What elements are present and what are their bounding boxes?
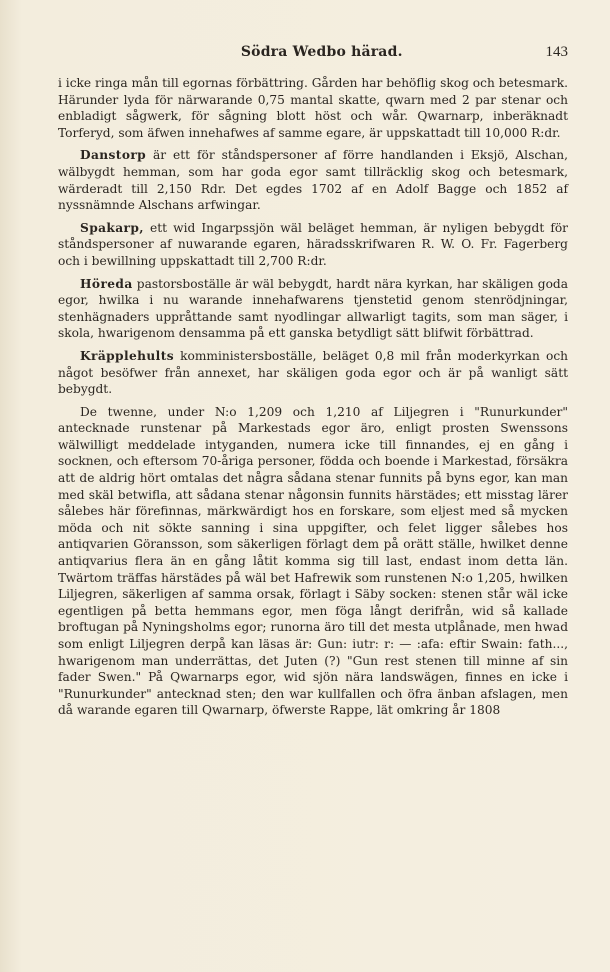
page-header [58,44,568,61]
page-number: 143 [545,44,568,60]
paragraph [58,276,568,342]
paragraph-text: De twenne, under N:o 1,209 och 1,210 af Liljegren i "Runurkunder" antecknade runstenar på Markestads egor äro, enligt prosten Swenssons wälwilligt meddelade intyganden, numera icke till finnandes, ej en gång i socknen, och eftersom 70-åriga personer, födda och boende i Markestad, försäkra att de aldrig hört omtalas det några sådana stenar funnits på byns egor, kan man med skäl betwifla, att sådana stenar någonsin funnits härstädes; ett misstag lärer sålebes här föreﬁnnas, märkwärdigt hos en forskare, som eljest med så mycken möda och nit sökte sanning i sina uppgifter, och felet ligger sålebes hos antiqvarien Göransson, som säkerligen förlagt dem på orätt ställe, hwilket denne antiqvarius flera än en gång låtit komma sig till last, endast inom detta län. Twärtom träffas härstädes på wäl bet Hafrewik som runstenen N:o 1,205, hwilken Liljegren, säkerligen af samma orsak, förlagt i Säby socken: stenen står wäl icke egentligen på betta hemmans egor, men föga långt derifrån, wid så kallade broftugan på Nyningsholms egor; runorna äro till det mesta utplånade, men hwad som enligt Liljegren derpå kan läsas är: Gun: iutr: r: — :afa: eftir Swain: fath..., hwarigenom man underrättas, det Juten (?) "Gun rest stenen till minne af sin fader Swen." På Qwarnarps egor, wid sjön nära landswägen, finnes en icke i "Runurkunder" antecknad sten; den war kullfallen och öfra änban afslagen, men då warande egaren till Qwarnarp, öfwerste Rappe, lät omkring år 1808 [58,404,568,718]
paragraph [58,348,568,398]
place-name: Spakarp, [80,220,144,235]
paragraph [58,404,568,719]
paragraph-text: pastorsboställe är wäl bebygdt, hardt nära kyrkan, har skäligen goda egor, hwilka i nu warande innehafwarens tjenstetid genom stenrödjningar, stenhägnaders uppråttande samt nyodlingar allwarligt tagits, som man säger, i skola, hwarigenom densamma på ett ganska betydligt sätt blifwit förbättrad. [58,276,568,341]
place-name: Danstorp [80,148,147,163]
paragraph-text: är ett för ståndspersoner af förre handlanden i Eksjö, Alschan, wälbygdt hemman, som har goda egor samt tillräcklig skog och betesmark, wärderadt till 2,150 Rdr. Det egdes 1702 af en Adolf Bagge och 1852 af nyssnämnde Alschans arfwingar. [58,148,568,213]
paragraph-text: i icke ringa mån till egornas förbättring. Gården har behöflig skog och betesmark. Härunder lyda för närwarande 0,75 mantal skatte, qwarn med 2 par stenar och enbladigt sågwerk, för sågning blott höst och wår. Qwarnarp, inberäknadt Torferyd, som äfwen innehafwes af samme egare, är uppskattadt till 10,000 R:dr. [58,76,568,140]
paragraph-text: ett wid Ingarpssjön wäl beläget hemman, är nyligen bebygdt för ståndspersoner af nuwarande egaren, häradsskrifwaren R. W. O. Fr. Fagerberg och i bewillning uppskattadt till 2,700 R:dr. [58,220,568,268]
paragraph [58,220,568,270]
paragraph [58,147,568,213]
body-text [58,75,568,719]
place-name: Höreda [80,276,133,291]
place-name: Kräpplehults [80,348,174,363]
running-head: Södra Wedbo härad. [240,44,403,60]
paragraph-text: komministersboställe, beläget 0,8 mil från moderkyrkan och något besöfwer från annexet, har skäligen goda egor och är på wanligt sätt bebygdt. [58,348,569,397]
paragraph [58,75,568,141]
